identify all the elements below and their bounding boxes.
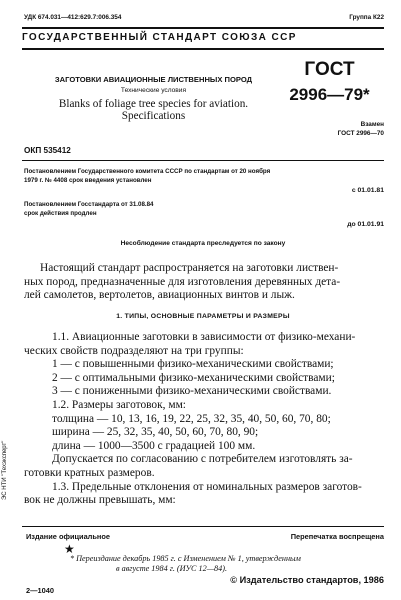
official-edition: Издание официальное (26, 532, 111, 541)
body-line: 1.3. Предельные отклонения от номинальных размеров заготов- (52, 480, 362, 493)
body-line: 1 — с повышенными физико-механическими свойствами; (52, 358, 334, 371)
body-line: длина — 1000—3500 с градацией 100 мм. (52, 439, 256, 452)
body-line: 1.1. Авиационные заготовки в зависимости от физико-механи- (52, 331, 356, 343)
body-line: Допускается по согласованию с потребителем изготовлять за- (52, 453, 353, 466)
intro-line-2: ных пород, предназначенные для изготовления деревянных дета- (24, 275, 341, 288)
decree-2-line1: Постановлением Госстандарта от 31.08.84 (24, 201, 154, 208)
section-1-heading: 1. ТИПЫ, ОСНОВНЫЕ ПАРАМЕТРЫ И РАЗМЕРЫ (116, 313, 290, 320)
title-en-line2: Specifications (121, 109, 186, 122)
side-watermark-text: ЭС НТИ "Техэксперт" (2, 440, 8, 500)
body-line: готовки кратных размеров. (24, 466, 155, 479)
state-standard-line: ГОСУДАРСТВЕННЫЙ СТАНДАРТ СОЮЗА ССР (22, 32, 297, 43)
title-en-line1: Blanks of foliage tree species for aviation. (58, 98, 249, 110)
gost-code: ГОСТ (304, 59, 355, 80)
star-icon: ★ (64, 542, 75, 556)
decree-1-date: с 01.01.81 (351, 187, 384, 194)
okp-code: ОКП 535412 (24, 146, 71, 155)
intro-paragraph (24, 262, 386, 303)
body-line: 1.2. Размеры заготовок, мм: (52, 398, 186, 411)
document-subtitle: Технические условия (120, 87, 187, 94)
okp-rule (22, 160, 384, 161)
gost-number: 2996—79* (289, 85, 370, 104)
intro-line-3: лей самолетов, вертолетов, авиационных винтов и лыж. (24, 289, 295, 301)
header-bottom-rule (22, 48, 384, 50)
decree-1-line2: 1979 г. № 4408 срок введения установлен (24, 176, 152, 184)
copyright: © Издательство стандартов, 1986 (230, 575, 384, 585)
decree-2-line2: срок действия продлен (24, 209, 97, 217)
body-line: ширина — 25, 32, 35, 40, 50, 60, 70, 80, 90; (52, 426, 259, 439)
document-title-ru: ЗАГОТОВКИ АВИАЦИОННЫЕ ЛИСТВЕННЫХ ПОРОД (54, 75, 253, 84)
decree-2-date: до 01.01.91 (347, 221, 384, 228)
group-code: Группа К22 (349, 14, 384, 21)
decree-2 (24, 201, 384, 218)
header-top-rule (22, 27, 384, 29)
reissue-note (70, 554, 360, 574)
page-number: 2—1040 (26, 586, 54, 595)
body-line: толщина — 10, 13, 16, 19, 22, 25, 32, 35, 40, 50, 60, 70, 80; (52, 412, 331, 425)
decree-1 (24, 168, 384, 185)
document-title-en (36, 99, 271, 122)
replaces-label: Взамен (360, 121, 384, 128)
footer-rule (22, 526, 384, 527)
reissue-line-2: в августе 1984 г. (ИУС 12—84). (116, 564, 227, 573)
body-line: вок не должны превышать, мм: (24, 494, 176, 507)
section-1-body (24, 331, 386, 508)
intro-line-1: Настоящий стандарт распространяется на заготовки листвен- (40, 262, 339, 274)
decree-1-line1: Постановлением Государственного комитета СССР по стандартам от 20 ноября (24, 168, 271, 175)
body-line: 2 — с оптимальными физико-механическими свойствами; (52, 371, 335, 384)
body-line: ческих свойств подразделяют на три группы: (24, 344, 244, 357)
replaces-value: ГОСТ 2996—70 (337, 130, 384, 137)
reissue-line-1: * Переиздание декабрь 1985 г. с Изменением № 1, утвержденным (70, 554, 301, 563)
legal-notice: Несоблюдение стандарта преследуется по закону (120, 240, 286, 247)
udk-code: УДК 674.031—412:629.7:006.354 (24, 14, 122, 21)
reprint-prohibited: Перепечатка воспрещена (290, 532, 384, 541)
body-line: 3 — с пониженными физико-механическими свойствами. (52, 385, 332, 398)
